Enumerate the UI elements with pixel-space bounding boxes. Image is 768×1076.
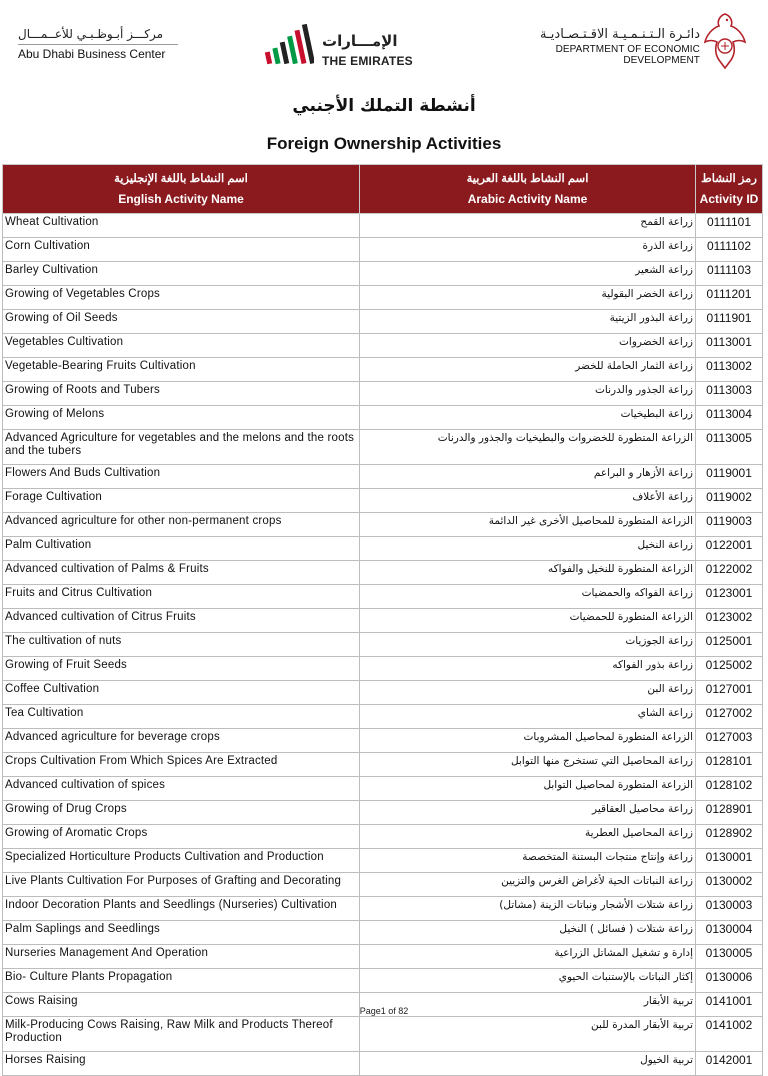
table-row (3, 238, 763, 262)
activity-id-cell: 0125001 (696, 633, 763, 657)
english-activity-name-cell: Palm Cultivation (3, 537, 360, 561)
table-row (3, 465, 763, 489)
adbc-logo (18, 26, 178, 61)
column-header-arabic-label: اسم النشاط باللغة الإنجليزية (114, 173, 248, 185)
arabic-activity-name-cell: زراعة الشعير (360, 262, 696, 286)
page-title-arabic: أنشطة التملك الأجنبي (292, 96, 476, 116)
arabic-activity-name-cell: زراعة الأزهار و البراعم (360, 465, 696, 489)
emirates-logo-english: THE EMIRATES (322, 54, 413, 68)
english-activity-name-cell: Palm Saplings and Seedlings (3, 921, 360, 945)
table-row (3, 561, 763, 585)
arabic-activity-name-cell: الزراعة المتطورة للحمضيات (360, 609, 696, 633)
page-header (0, 0, 768, 86)
english-activity-name-cell: Indoor Decoration Plants and Seedlings (Nurseries) Cultivation (3, 897, 360, 921)
arabic-activity-name-cell: إدارة و تشغيل المشاتل الزراعية (360, 945, 696, 969)
table-body (3, 214, 763, 1076)
activity-id-cell: 0122002 (696, 561, 763, 585)
english-activity-name-cell: Advanced cultivation of spices (3, 777, 360, 801)
arabic-activity-name-cell: زراعة محاصيل العقاقير (360, 801, 696, 825)
english-activity-name-cell: Advanced Agriculture for vegetables and the melons and the roots and the tubers (3, 430, 360, 465)
english-activity-name-cell: Coffee Cultivation (3, 681, 360, 705)
activity-id-cell: 0113005 (696, 430, 763, 465)
english-activity-name-cell: Vegetables Cultivation (3, 334, 360, 358)
arabic-activity-name-cell: زراعة الجذور والدرنات (360, 382, 696, 406)
table-row (3, 1052, 763, 1076)
arabic-activity-name-cell: زراعة الخضروات (360, 334, 696, 358)
activity-id-cell: 0123002 (696, 609, 763, 633)
activity-id-cell: 0130002 (696, 873, 763, 897)
english-activity-name-cell: Live Plants Cultivation For Purposes of Grafting and Decorating (3, 873, 360, 897)
table-row (3, 513, 763, 537)
english-activity-name-cell: Wheat Cultivation (3, 214, 360, 238)
activity-id-cell: 0127002 (696, 705, 763, 729)
arabic-activity-name-cell: زراعة النخيل (360, 537, 696, 561)
arabic-activity-name-cell: زراعة المحاصيل التي تستخرج منها التوابل (360, 753, 696, 777)
english-activity-name-cell: Growing of Vegetables Crops (3, 286, 360, 310)
table-row (3, 382, 763, 406)
arabic-activity-name-cell: الزراعة المتطورة لمحاصيل التوابل (360, 777, 696, 801)
english-activity-name-cell: Barley Cultivation (3, 262, 360, 286)
activity-id-cell: 0119001 (696, 465, 763, 489)
column-header-activity-id (696, 165, 763, 214)
arabic-activity-name-cell: زراعة النباتات الحية لأغراض الغرس والتزيين (360, 873, 696, 897)
table-row (3, 585, 763, 609)
table-row (3, 849, 763, 873)
page-number: Page1 of 82 (359, 1006, 409, 1016)
activity-id-cell: 0128102 (696, 777, 763, 801)
table-row (3, 681, 763, 705)
activity-id-cell: 0125002 (696, 657, 763, 681)
arabic-activity-name-cell: تربية الأبقار المدرة للبن (360, 1017, 696, 1052)
english-activity-name-cell: Flowers And Buds Cultivation (3, 465, 360, 489)
arabic-activity-name-cell: زراعة الجوزيات (360, 633, 696, 657)
english-activity-name-cell: Tea Cultivation (3, 705, 360, 729)
arabic-activity-name-cell: زراعة وإنتاج منتجات البستنة المتخصصة (360, 849, 696, 873)
activity-id-cell: 0111103 (696, 262, 763, 286)
table-row (3, 406, 763, 430)
activity-id-cell: 0111901 (696, 310, 763, 334)
table-row (3, 633, 763, 657)
english-activity-name-cell: Forage Cultivation (3, 489, 360, 513)
english-activity-name-cell: Advanced cultivation of Citrus Fruits (3, 609, 360, 633)
arabic-activity-name-cell: زراعة الأعلاف (360, 489, 696, 513)
english-activity-name-cell: Specialized Horticulture Products Cultivation and Production (3, 849, 360, 873)
english-activity-name-cell: Horses Raising (3, 1052, 360, 1076)
column-header-arabic-label: اسم النشاط باللغة العربية (466, 173, 589, 185)
activities-table (2, 164, 763, 1076)
arabic-activity-name-cell: زراعة بذور الفواكه (360, 657, 696, 681)
english-activity-name-cell: Growing of Oil Seeds (3, 310, 360, 334)
arabic-activity-name-cell: تربية الأبقار (360, 993, 696, 1017)
table-row (3, 286, 763, 310)
table-row (3, 897, 763, 921)
table-row (3, 705, 763, 729)
emirates-logo-arabic: الإمـــارات (322, 32, 398, 50)
arabic-activity-name-cell: الزراعة المتطورة للمحاصيل الأخرى غير الدائمة (360, 513, 696, 537)
adbc-logo-arabic: مركـــز أبـوظـبـي للأعــمـــال (18, 27, 164, 41)
table-row (3, 873, 763, 897)
english-activity-name-cell: Advanced agriculture for beverage crops (3, 729, 360, 753)
page-title-english: Foreign Ownership Activities (266, 134, 502, 153)
table-row (3, 334, 763, 358)
arabic-activity-name-cell: زراعة الخضر البقولية (360, 286, 696, 310)
activity-id-cell: 0130005 (696, 945, 763, 969)
table-row (3, 969, 763, 993)
arabic-activity-name-cell: زراعة الذرة (360, 238, 696, 262)
activity-id-cell: 0111201 (696, 286, 763, 310)
english-activity-name-cell: Crops Cultivation From Which Spices Are Extracted (3, 753, 360, 777)
arabic-activity-name-cell: الزراعة المتطورة لمحاصيل المشروبات (360, 729, 696, 753)
emirates-bars-icon (264, 22, 314, 70)
table-row (3, 262, 763, 286)
column-header-english-name (3, 165, 360, 214)
arabic-activity-name-cell: إكثار النباتات بالإستنبات الحيوي (360, 969, 696, 993)
table-row (3, 777, 763, 801)
adbc-logo-english: Abu Dhabi Business Center (18, 44, 178, 61)
activity-id-cell: 0130003 (696, 897, 763, 921)
english-activity-name-cell: Corn Cultivation (3, 238, 360, 262)
arabic-activity-name-cell: زراعة الشاي (360, 705, 696, 729)
activity-id-cell: 0128901 (696, 801, 763, 825)
english-activity-name-cell: Cows Raising (3, 993, 360, 1017)
table-row (3, 729, 763, 753)
arabic-activity-name-cell: زراعة المحاصيل العطرية (360, 825, 696, 849)
english-activity-name-cell: Growing of Drug Crops (3, 801, 360, 825)
activity-id-cell: 0130006 (696, 969, 763, 993)
activity-id-cell: 0127001 (696, 681, 763, 705)
table-row (3, 921, 763, 945)
english-activity-name-cell: Advanced cultivation of Palms & Fruits (3, 561, 360, 585)
activity-id-cell: 0130001 (696, 849, 763, 873)
english-activity-name-cell: Bio- Culture Plants Propagation (3, 969, 360, 993)
table-row (3, 358, 763, 382)
table-row (3, 430, 763, 465)
english-activity-name-cell: Growing of Roots and Tubers (3, 382, 360, 406)
table-row (3, 609, 763, 633)
english-activity-name-cell: Growing of Aromatic Crops (3, 825, 360, 849)
arabic-activity-name-cell: زراعة البذور الزيتية (360, 310, 696, 334)
activity-id-cell: 0141001 (696, 993, 763, 1017)
column-header-english-label: Activity ID (699, 192, 759, 206)
table-row (3, 753, 763, 777)
activity-id-cell: 0113002 (696, 358, 763, 382)
arabic-activity-name-cell: زراعة شتلات الأشجار ونباتات الزينة (مشاتل) (360, 897, 696, 921)
table-row (3, 657, 763, 681)
activity-id-cell: 0128902 (696, 825, 763, 849)
table-row (3, 310, 763, 334)
activity-id-cell: 0142001 (696, 1052, 763, 1076)
column-header-arabic-label: رمز النشاط (701, 173, 757, 185)
arabic-activity-name-cell: زراعة البطيخيات (360, 406, 696, 430)
activity-id-cell: 0111102 (696, 238, 763, 262)
activity-id-cell: 0122001 (696, 537, 763, 561)
arabic-activity-name-cell: زراعة الثمار الحاملة للخضر (360, 358, 696, 382)
activity-id-cell: 0111101 (696, 214, 763, 238)
english-activity-name-cell: Vegetable-Bearing Fruits Cultivation (3, 358, 360, 382)
arabic-activity-name-cell: زراعة القمح (360, 214, 696, 238)
activity-id-cell: 0123001 (696, 585, 763, 609)
arabic-activity-name-cell: تربية الخيول (360, 1052, 696, 1076)
table-row (3, 945, 763, 969)
column-header-arabic-name (360, 165, 696, 214)
ded-logo-arabic: دائـرة الـتـنـمـيـة الاقـتـصـاديـة (540, 27, 700, 42)
activity-id-cell: 0113003 (696, 382, 763, 406)
english-activity-name-cell: Fruits and Citrus Cultivation (3, 585, 360, 609)
the-emirates-logo (264, 18, 424, 72)
table-row (3, 537, 763, 561)
english-activity-name-cell: Growing of Melons (3, 406, 360, 430)
column-header-english-label: English Activity Name (118, 192, 244, 206)
english-activity-name-cell: Nurseries Management And Operation (3, 945, 360, 969)
activity-id-cell: 0130004 (696, 921, 763, 945)
arabic-activity-name-cell: الزراعة المتطورة للخضروات والبطيخيات والجذور والدرنات (360, 430, 696, 465)
table-row (3, 489, 763, 513)
english-activity-name-cell: Growing of Fruit Seeds (3, 657, 360, 681)
table-row (3, 1017, 763, 1052)
english-activity-name-cell: The cultivation of nuts (3, 633, 360, 657)
table-row (3, 825, 763, 849)
activity-id-cell: 0127003 (696, 729, 763, 753)
activity-id-cell: 0128101 (696, 753, 763, 777)
activity-id-cell: 0119002 (696, 489, 763, 513)
arabic-activity-name-cell: زراعة البن (360, 681, 696, 705)
arabic-activity-name-cell: الزراعة المتطورة للنخيل والفواكه (360, 561, 696, 585)
table-header-row (3, 165, 763, 214)
english-activity-name-cell: Milk-Producing Cows Raising, Raw Milk and Products Thereof Production (3, 1017, 360, 1052)
ded-logo-english: DEPARTMENT OF ECONOMIC DEVELOPMENT (555, 44, 700, 66)
column-header-english-label: Arabic Activity Name (467, 192, 588, 206)
table-row (3, 214, 763, 238)
arabic-activity-name-cell: زراعة الفواكه والحمضيات (360, 585, 696, 609)
activity-id-cell: 0113004 (696, 406, 763, 430)
ded-logo (500, 26, 700, 66)
english-activity-name-cell: Advanced agriculture for other non-permanent crops (3, 513, 360, 537)
arabic-activity-name-cell: زراعة شتلات ( فسائل ) النخيل (360, 921, 696, 945)
abu-dhabi-falcon-emblem-icon (703, 12, 747, 72)
activity-id-cell: 0141002 (696, 1017, 763, 1052)
activity-id-cell: 0119003 (696, 513, 763, 537)
activity-id-cell: 0113001 (696, 334, 763, 358)
table-row (3, 801, 763, 825)
